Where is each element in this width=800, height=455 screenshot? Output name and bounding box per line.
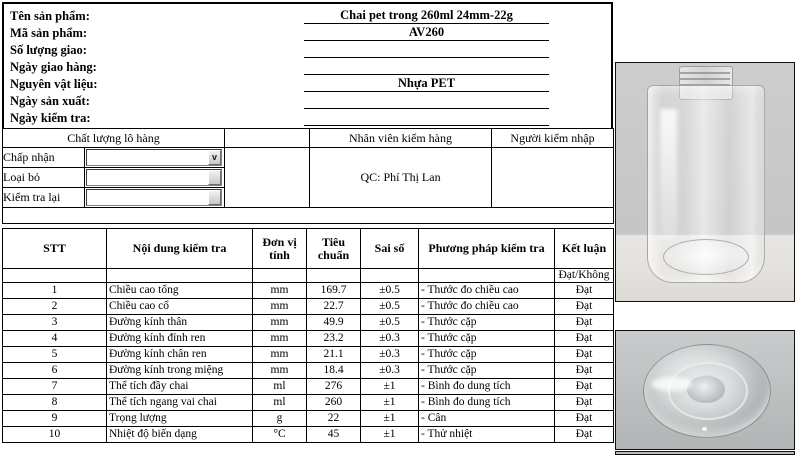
header-receiver: Người kiểm nhập	[492, 129, 614, 148]
field-label-delivery-date: Ngày giao hàng:	[10, 60, 97, 74]
cell-content: Nhiệt độ biến dạng	[107, 427, 253, 443]
label-recheck: Kiểm tra lại	[3, 188, 85, 208]
bottle-thread	[680, 78, 730, 80]
cell-stt: 6	[3, 363, 107, 379]
subheader-blank-content	[107, 269, 253, 283]
field-value-delivery-date[interactable]	[304, 74, 549, 75]
cell-tolerance: ±0.5	[361, 283, 419, 299]
cell-method: - Thước cặp	[419, 363, 555, 379]
cell-unit: ml	[253, 379, 307, 395]
label-accept: Chấp nhận	[3, 148, 85, 168]
inspector-name[interactable]: QC: Phí Thị Lan	[310, 148, 492, 208]
cell-stt: 3	[3, 315, 107, 331]
product-info-row	[4, 109, 611, 126]
field-value-product-name[interactable]: Chai pet trong 260ml 24mm-22g	[304, 8, 549, 24]
cell-method: - Thước cặp	[419, 347, 555, 363]
cell-content: Thể tích ngang vai chai	[107, 395, 253, 411]
dropdown-cell-reject[interactable]	[85, 168, 225, 188]
cell-standard: 23.2	[307, 331, 361, 347]
cell-content: Thể tích đầy chai	[107, 379, 253, 395]
cell-method: - Thước cặp	[419, 331, 555, 347]
cell-result: Đạt	[555, 427, 614, 443]
subheader-result-pass-fail: Đạt/Không	[555, 269, 614, 283]
cell-standard: 49.9	[307, 315, 361, 331]
table-row[interactable]	[3, 347, 614, 363]
pet-bottle-side-view-photo	[615, 62, 795, 302]
cell-standard: 22	[307, 411, 361, 427]
table-row[interactable]	[3, 363, 614, 379]
cell-method: - Thước đo chiều cao	[419, 299, 555, 315]
cell-result: Đạt	[555, 283, 614, 299]
cell-content: Trọng lượng	[107, 411, 253, 427]
subheader-blank-tolerance	[361, 269, 419, 283]
product-info-row	[4, 7, 611, 24]
product-info-row	[4, 58, 611, 75]
col-header-standard: Tiêu chuẩn	[307, 229, 361, 269]
bottle-base	[663, 239, 749, 275]
cell-stt: 1	[3, 283, 107, 299]
cell-standard: 21.1	[307, 347, 361, 363]
cell-tolerance: ±0.5	[361, 299, 419, 315]
cell-standard: 260	[307, 395, 361, 411]
table-row[interactable]	[3, 331, 614, 347]
quality-header-row	[3, 129, 614, 148]
cell-stt: 7	[3, 379, 107, 395]
field-value-delivery-qty[interactable]	[304, 57, 549, 58]
cell-content: Chiều cao cổ	[107, 299, 253, 315]
quality-block-table	[2, 128, 614, 224]
col-header-result: Kết luận	[555, 229, 614, 269]
header-empty-cell	[225, 129, 310, 148]
photo-column	[613, 0, 800, 455]
cell-tolerance: ±1	[361, 379, 419, 395]
cell-unit: mm	[253, 315, 307, 331]
field-label-inspection-date: Ngày kiểm tra:	[10, 111, 91, 125]
cell-tolerance: ±1	[361, 395, 419, 411]
cell-unit: mm	[253, 347, 307, 363]
col-header-unit: Đơn vị tính	[253, 229, 307, 269]
field-value-inspection-date[interactable]	[304, 125, 549, 126]
cell-stt: 4	[3, 331, 107, 347]
cell-stt: 10	[3, 427, 107, 443]
cell-result: Đạt	[555, 379, 614, 395]
table-row[interactable]	[3, 411, 614, 427]
inspection-subheader-row	[3, 269, 614, 283]
table-row[interactable]	[3, 427, 614, 443]
cell-result: Đạt	[555, 411, 614, 427]
chevron-down-icon[interactable]: v	[208, 150, 221, 165]
dropdown-recheck[interactable]	[86, 189, 222, 206]
inspection-table-body	[3, 283, 614, 443]
cell-stt: 9	[3, 411, 107, 427]
dropdown-cell-accept[interactable]	[85, 148, 225, 168]
cell-unit: g	[253, 411, 307, 427]
table-row[interactable]	[3, 395, 614, 411]
cell-tolerance: ±1	[361, 427, 419, 443]
cell-stt: 5	[3, 347, 107, 363]
cell-result: Đạt	[555, 299, 614, 315]
cell-tolerance: ±0.5	[361, 315, 419, 331]
bottle-thread	[680, 72, 730, 74]
cell-method: - Thước đo chiều cao	[419, 283, 555, 299]
product-info-row	[4, 41, 611, 58]
cell-method: - Thước cặp	[419, 315, 555, 331]
cell-unit: mm	[253, 363, 307, 379]
cell-standard: 22.7	[307, 299, 361, 315]
cell-method: - Bình đo dung tích	[419, 395, 555, 411]
pet-bottle-bottom-view-photo	[615, 330, 795, 450]
inspection-header-row	[3, 229, 614, 269]
col-header-method: Phương pháp kiểm tra	[419, 229, 555, 269]
cell-unit: °C	[253, 427, 307, 443]
field-value-material[interactable]: Nhựa PET	[304, 76, 549, 92]
cell-stt: 8	[3, 395, 107, 411]
field-value-product-code[interactable]: AV260	[304, 25, 549, 41]
dropdown-accept[interactable]	[86, 149, 222, 166]
cell-content: Đường kính trong miệng	[107, 363, 253, 379]
field-label-material: Nguyên vật liệu:	[10, 77, 98, 91]
cell-result: Đạt	[555, 315, 614, 331]
col-header-stt: STT	[3, 229, 107, 269]
bottle-bottom-gate	[686, 375, 726, 404]
field-value-production-date[interactable]	[304, 108, 549, 109]
subheader-blank-method	[419, 269, 555, 283]
table-row[interactable]	[3, 315, 614, 331]
cell-unit: mm	[253, 299, 307, 315]
bottle-bottom-specular-dot	[702, 427, 707, 431]
cell-standard: 169.7	[307, 283, 361, 299]
col-header-tolerance: Sai số	[361, 229, 419, 269]
subheader-blank-standard	[307, 269, 361, 283]
header-inspector: Nhân viên kiểm hàng	[310, 129, 492, 148]
cell-standard: 45	[307, 427, 361, 443]
chevron-down-icon[interactable]	[208, 190, 221, 205]
field-label-product-name: Tên sản phẩm:	[10, 9, 90, 23]
cell-unit: mm	[253, 331, 307, 347]
bottle-bottom-highlight	[651, 377, 693, 391]
dropdown-cell-recheck[interactable]	[85, 188, 225, 208]
product-info-block	[2, 2, 613, 128]
cell-content: Đường kính đỉnh ren	[107, 331, 253, 347]
table-row[interactable]	[3, 283, 614, 299]
dropdown-reject[interactable]	[86, 169, 222, 186]
cell-result: Đạt	[555, 331, 614, 347]
col-header-content: Nội dung kiểm tra	[107, 229, 253, 269]
cell-standard: 18.4	[307, 363, 361, 379]
cell-stt: 2	[3, 299, 107, 315]
receiver-name[interactable]	[492, 148, 614, 208]
field-label-delivery-qty: Số lượng giao:	[10, 43, 87, 57]
header-lot-quality: Chất lượng lô hàng	[3, 129, 225, 148]
cell-tolerance: ±0.3	[361, 347, 419, 363]
cell-method: - Bình đo dung tích	[419, 379, 555, 395]
field-label-product-code: Mã sản phẩm:	[10, 26, 88, 40]
photo-bottom-edge-strip	[615, 451, 795, 455]
quality-spacer-row	[3, 208, 614, 224]
product-info-row	[4, 92, 611, 109]
bottle-highlight	[660, 109, 677, 239]
cell-result: Đạt	[555, 347, 614, 363]
cell-method: - Thử nhiệt	[419, 427, 555, 443]
cell-tolerance: ±0.3	[361, 363, 419, 379]
table-row[interactable]	[3, 379, 614, 395]
quality-option-row-accept	[3, 148, 614, 168]
cell-content: Chiều cao tổng	[107, 283, 253, 299]
spacer-strip	[3, 208, 614, 224]
cell-result: Đạt	[555, 363, 614, 379]
cell-tolerance: ±1	[361, 411, 419, 427]
cell-content: Đường kính chân ren	[107, 347, 253, 363]
product-info-row	[4, 24, 611, 41]
cell-tolerance: ±0.3	[361, 331, 419, 347]
cell-content: Đường kính thân	[107, 315, 253, 331]
cell-unit: ml	[253, 395, 307, 411]
inspection-table	[2, 228, 614, 443]
cell-standard: 276	[307, 379, 361, 395]
table-row[interactable]	[3, 299, 614, 315]
subheader-blank-stt	[3, 269, 107, 283]
cell-unit: mm	[253, 283, 307, 299]
product-info-row	[4, 75, 611, 92]
cell-result: Đạt	[555, 395, 614, 411]
field-label-production-date: Ngày sản xuất:	[10, 94, 90, 108]
subheader-blank-unit	[253, 269, 307, 283]
label-reject: Loại bỏ	[3, 168, 85, 188]
cell-method: - Cân	[419, 411, 555, 427]
spacer-cell	[225, 148, 310, 208]
chevron-down-icon[interactable]	[208, 170, 221, 185]
